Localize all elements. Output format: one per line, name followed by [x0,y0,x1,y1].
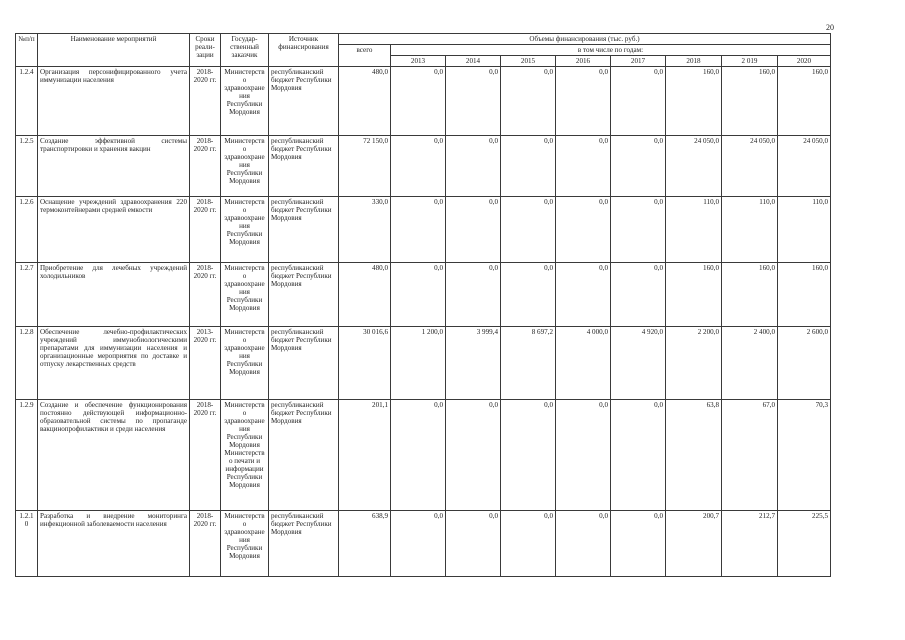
table-row [16,67,831,136]
row-year-value: 0,0 [501,136,556,197]
row-year-value: 0,0 [446,67,501,136]
row-customer: Министерство здравоохранения Республики Мордовия [221,67,269,136]
row-year-value: 0,0 [556,263,611,327]
row-number: 1.2.10 [16,511,38,577]
row-year-value: 160,0 [778,67,831,136]
row-name: Организация персонифицированного учета иммунизации населения [38,67,190,136]
row-source: республиканский бюджет Республики Мордовия [269,197,339,263]
row-year-value: 0,0 [556,400,611,511]
row-year-value: 0,0 [446,263,501,327]
header-customer: Государ-ственный заказчик [221,34,269,67]
header-by-years: в том числе по годам: [391,45,831,56]
header-total: всего [339,45,391,67]
row-customer: Министерство здравоохранения Республики Мордовия [221,327,269,400]
row-name: Обеспечение лечебно-профилактических учреждений иммунобиологическими препаратами для иммунизации населения и организационные мероприятия по доставке и отпуску лекарственных средств [38,327,190,400]
row-number: 1.2.5 [16,136,38,197]
row-year-value: 225,5 [778,511,831,577]
row-year-value: 0,0 [391,67,446,136]
row-terms: 2018-2020 гг. [190,197,221,263]
row-year-value: 0,0 [611,511,666,577]
row-terms: 2018-2020 гг. [190,511,221,577]
row-customer: Министерство здравоохранения Республики Мордовия [221,511,269,577]
row-year-value: 0,0 [501,197,556,263]
row-year-value: 0,0 [611,67,666,136]
header-volumes: Объемы финансирования (тыс. руб.) [339,34,831,45]
row-year-value: 0,0 [501,67,556,136]
row-year-value: 0,0 [611,136,666,197]
row-customer: Министерство здравоохранения Республики Мордовия [221,197,269,263]
row-customer: Министерство здравоохранения Республики Мордовия [221,136,269,197]
header-year: 2014 [446,56,501,67]
row-number: 1.2.8 [16,327,38,400]
row-source: республиканский бюджет Республики Мордовия [269,327,339,400]
row-year-value: 200,7 [666,511,722,577]
row-total: 638,9 [339,511,391,577]
row-source: республиканский бюджет Республики Мордовия [269,136,339,197]
row-name: Разработка и внедрение мониторинга инфекционной заболеваемости населения [38,511,190,577]
financing-table [15,33,831,577]
row-customer: Министерство здравоохранения Республики Мордовия [221,263,269,327]
row-year-value: 0,0 [391,197,446,263]
row-year-value: 4 000,0 [556,327,611,400]
row-year-value: 0,0 [611,263,666,327]
row-year-value: 0,0 [501,263,556,327]
row-year-value: 1 200,0 [391,327,446,400]
row-year-value: 63,8 [666,400,722,511]
row-year-value: 0,0 [391,136,446,197]
row-year-value: 0,0 [556,136,611,197]
header-year: 2016 [556,56,611,67]
row-number: 1.2.6 [16,197,38,263]
row-total: 480,0 [339,67,391,136]
row-name: Оснащение учреждений здравоохранения 220 термоконтейнерами средней емкости [38,197,190,263]
row-name: Создание эффективной системы транспортировки и хранения вакцин [38,136,190,197]
row-year-value: 160,0 [778,263,831,327]
row-year-value: 0,0 [391,263,446,327]
row-total: 330,0 [339,197,391,263]
row-year-value: 212,7 [722,511,778,577]
table-row [16,136,831,197]
row-terms: 2018-2020 гг. [190,136,221,197]
row-total: 30 016,6 [339,327,391,400]
row-year-value: 160,0 [666,67,722,136]
header-year: 2018 [666,56,722,67]
table-row [16,263,831,327]
table-row [16,327,831,400]
row-year-value: 0,0 [611,197,666,263]
row-year-value: 24 050,0 [666,136,722,197]
table-row [16,400,831,511]
row-source: республиканский бюджет Республики Мордовия [269,67,339,136]
row-year-value: 2 600,0 [778,327,831,400]
row-year-value: 0,0 [556,67,611,136]
row-year-value: 2 400,0 [722,327,778,400]
header-name: Наименование мероприятий [38,34,190,67]
row-year-value: 110,0 [778,197,831,263]
row-year-value: 0,0 [446,400,501,511]
row-year-value: 2 200,0 [666,327,722,400]
row-year-value: 24 050,0 [778,136,831,197]
header-terms: Сроки реали-зации [190,34,221,67]
header-year: 2015 [501,56,556,67]
header-year: 2 019 [722,56,778,67]
table-header-row [16,34,831,45]
row-terms: 2018-2020 гг. [190,263,221,327]
row-year-value: 0,0 [391,400,446,511]
row-year-value: 160,0 [722,263,778,327]
row-year-value: 0,0 [446,511,501,577]
row-year-value: 0,0 [611,400,666,511]
row-source: республиканский бюджет Республики Мордовия [269,511,339,577]
row-year-value: 0,0 [501,400,556,511]
row-total: 201,1 [339,400,391,511]
header-year: 2020 [778,56,831,67]
row-number: 1.2.4 [16,67,38,136]
header-year: 2013 [391,56,446,67]
row-customer: Министерство здравоохранения Республики Мордовия Министерство печати и информации Республики Мордовия [221,400,269,511]
row-year-value: 0,0 [391,511,446,577]
row-total: 72 150,0 [339,136,391,197]
table-row [16,197,831,263]
row-name: Приобретение для лечебных учреждений холодильников [38,263,190,327]
row-year-value: 110,0 [722,197,778,263]
header-year: 2017 [611,56,666,67]
row-source: республиканский бюджет Республики Мордовия [269,263,339,327]
row-terms: 2013-2020 гг. [190,327,221,400]
row-year-value: 24 050,0 [722,136,778,197]
header-source: Источник финансирования [269,34,339,67]
row-year-value: 70,3 [778,400,831,511]
row-terms: 2018-2020 гг. [190,400,221,511]
row-year-value: 160,0 [722,67,778,136]
header-num: №п/п [16,34,38,67]
row-source: республиканский бюджет Республики Мордовия [269,400,339,511]
row-total: 480,0 [339,263,391,327]
row-year-value: 110,0 [666,197,722,263]
row-year-value: 0,0 [446,136,501,197]
row-year-value: 4 920,0 [611,327,666,400]
row-year-value: 0,0 [501,511,556,577]
row-year-value: 3 999,4 [446,327,501,400]
row-year-value: 160,0 [666,263,722,327]
table-row [16,511,831,577]
row-year-value: 0,0 [446,197,501,263]
row-name: Создание и обеспечение функционирования постоянно действующей информационно-образовательной системы по пропаганде вакцинопрофилактики и среди населения [38,400,190,511]
row-year-value: 0,0 [556,511,611,577]
page-number: 20 [826,23,834,32]
row-number: 1.2.9 [16,400,38,511]
row-terms: 2018-2020 гг. [190,67,221,136]
row-year-value: 0,0 [556,197,611,263]
row-number: 1.2.7 [16,263,38,327]
row-year-value: 8 697,2 [501,327,556,400]
row-year-value: 67,0 [722,400,778,511]
